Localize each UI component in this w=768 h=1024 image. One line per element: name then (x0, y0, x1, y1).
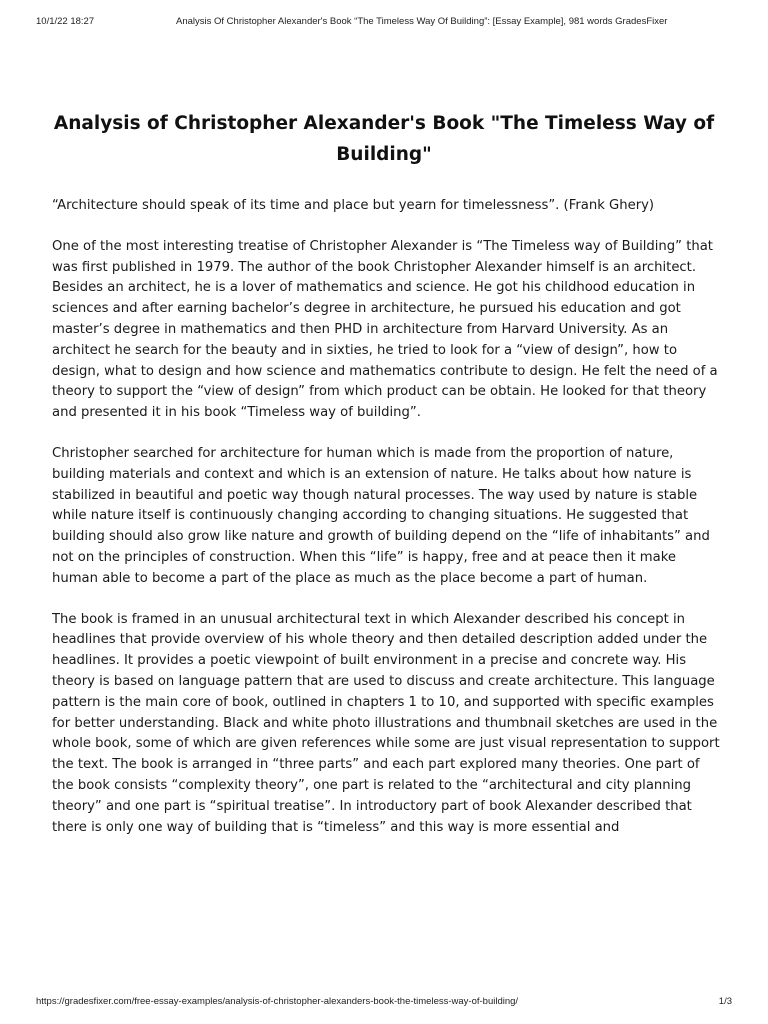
article-paragraph-structure: The book is framed in an unusual architectural text in which Alexander described his concept in headlines that provide overview of his whole theory and then detailed description added under the headlines. It provides a poetic viewpoint of built environment in a precise and concrete way. His theory is based on language pattern that are used to discuss and create architecture. This language pattern is the main core of book, outlined in chapters 1 to 10, and supported with specific examples for better understanding. Black and white photo illustrations and thumbnail sketches are used in the whole book, some of which are given references while some are just visual representation to support the text. The book is arranged in “three parts” and each part explored many theories. One part of the book consists “complexity theory”, one part is related to the “architectural and city planning theory” and one part is “spiritual treatise”. In introductory part of book Alexander described that there is only one way of building that is “timeless” and this way is more essential and (52, 611, 720, 835)
article-paragraph-nature: Christopher searched for architecture for human which is made from the proportion of nature, building materials and context and which is an extension of nature. He talks about how nature is stabilized in beautiful and poetic way though natural processes. The way used by nature is stable while nature itself is continuously changing according to changing situations. He suggested that building should also grow like nature and growth of building depend on the “life of inhabitants” and not on the principles of construction. When this “life” is happy, free and at peace then it make human able to become a part of the place as much as the place become a part of human. (52, 445, 710, 586)
print-url: https://gradesfixer.com/free-essay-examples/analysis-of-christopher-alexanders-book-the-timeless-way-of-building/ (36, 996, 519, 1007)
article-title: Analysis of Christopher Alexander's Book "The Timeless Way of Building" (53, 113, 715, 165)
print-page-title: Analysis Of Christopher Alexander's Book “The Timeless Way Of Building”: [Essay Example], 981 words GradesFixer (176, 16, 668, 27)
article-paragraph-intro: One of the most interesting treatise of Christopher Alexander is “The Timeless way of Building” that was first published in 1979. The author of the book Christopher Alexander himself is an architect. Besides an architect, he is a lover of mathematics and science. He got his childhood education in sciences and after earning bachelor’s degree in architecture, he pursued his education and got master’s degree in mathematics and then PHD in architecture from Harvard University. As an architect he search for the beauty and in sixties, he tried to look for a “view of design”, how to design, what to design and how science and mathematics contribute to design. He felt the need of a theory to support the “view of design” from which product can be obtain. He looked for that theory and presented it in his book “Timeless way of building”. (52, 238, 718, 421)
print-header (36, 16, 732, 30)
print-date: 10/1/22 18:27 (36, 16, 95, 27)
article-paragraph-quote: “Architecture should speak of its time and place but yearn for timelessness”. (Frank Ghery) (52, 198, 655, 213)
article-body (52, 196, 722, 858)
page-number: 1/3 (718, 996, 732, 1007)
print-footer (36, 996, 732, 1010)
